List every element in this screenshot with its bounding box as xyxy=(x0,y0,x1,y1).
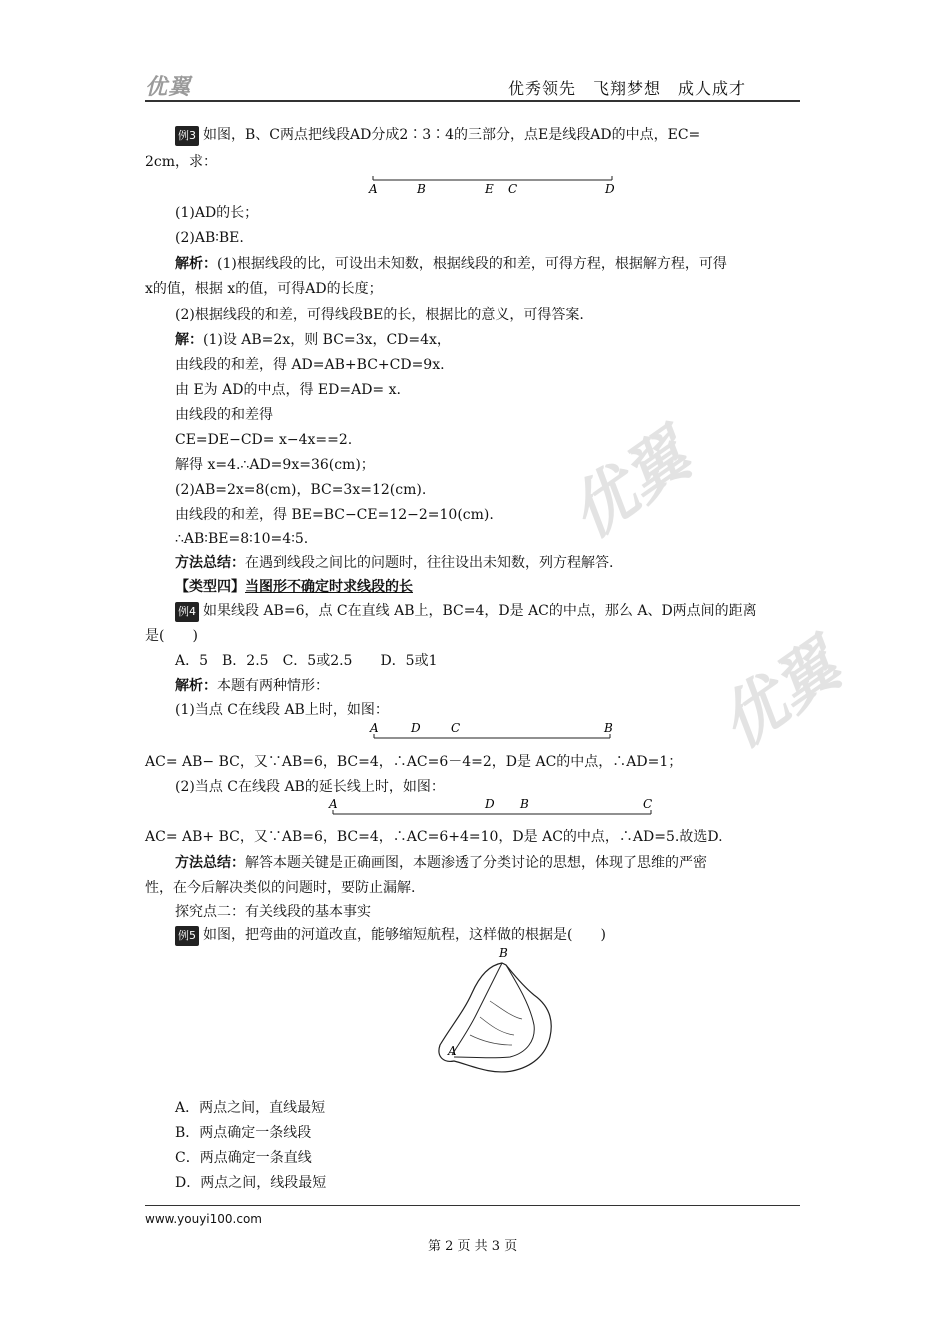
ex5-badge: 例5 xyxy=(175,926,199,946)
ex5-option-b: B．两点确定一条线段 xyxy=(175,1125,312,1141)
ex3-solution: 解：(1)设 AB=2x，则 BC=3x，CD=4x， xyxy=(175,332,451,348)
ex4-fig2-label: B xyxy=(520,797,529,811)
ex3-solution-line: 解得 x=4.∴AD=9x=36(cm)； xyxy=(175,457,375,473)
ex4-result2: AC= AB+ BC，又∵AB=6，BC=4，∴AC=6+4=10，D是 AC的中点，∴AD=5.故选D. xyxy=(145,829,723,845)
ex5-option-a: A．两点之间，直线最短 xyxy=(175,1100,326,1116)
logo: 优翼 xyxy=(145,75,192,100)
ex5-option-d: D．两点之间，线段最短 xyxy=(175,1175,327,1191)
ex3-solution-line: (2)AB=2x=8(cm)，BC=3x=12(cm). xyxy=(175,482,427,498)
ex4-fig1-label: B xyxy=(604,721,613,735)
ex3-point-label: E xyxy=(485,182,494,196)
type4-heading: 【类型四】当图形不确定时求线段的长 xyxy=(175,579,413,595)
ex5-option-c: C．两点确定一条直线 xyxy=(175,1150,312,1166)
ex3-question-cont: 2cm，求： xyxy=(145,154,218,170)
ex4-fig1-label: C xyxy=(451,721,461,735)
ex3-point-label: D xyxy=(605,182,615,196)
ex3-solution-line: 由 E为 AD的中点，得 ED=AD= x. xyxy=(175,382,401,398)
ex3-solution-line: ∴AB∶BE=8∶10=4∶5. xyxy=(175,531,309,547)
watermark-text: 优翼 xyxy=(706,629,855,764)
header-slogan: 优秀领先 飞翔梦想 成人成才 xyxy=(508,79,747,98)
ex3-question: 例3 如图，B、C两点把线段AD分成2∶3∶4的三部分，点E是线段AD的中点，EC= xyxy=(175,125,700,146)
ex3-badge: 例3 xyxy=(175,126,199,146)
river-figure xyxy=(430,945,570,1085)
page-number: 第 2 页 共 3 页 xyxy=(428,1239,518,1254)
ex4-fig2-label: C xyxy=(643,797,653,811)
ex4-figure-case2 xyxy=(325,796,665,820)
ex3-solution-line: 由线段的和差得 xyxy=(175,407,273,423)
ex4-fig2-label: A xyxy=(329,797,338,811)
ex4-case1: (1)当点 C在线段 AB上时，如图： xyxy=(175,702,389,718)
ex4-figure-case1 xyxy=(365,720,625,744)
ex3-solution-line: 由线段的和差，得 BE=BC−CE=12−2=10(cm). xyxy=(175,507,494,523)
ex3-solution-line: CE=DE−CD= x−4x==2. xyxy=(175,432,353,448)
ex4-case2: (2)当点 C在线段 AB的延长线上时，如图： xyxy=(175,779,445,795)
ex3-point-label: A xyxy=(369,182,378,196)
ex4-options: A．5 B．2.5 C．5或2.5 D．5或1 xyxy=(175,653,438,669)
watermark-text: 优翼 xyxy=(556,419,705,554)
ex3-point-label: C xyxy=(508,182,518,196)
ex4-result1: AC= AB− BC，又∵AB=6，BC=4，∴AC=6－4=2，D是 AC的中点，∴AD=1； xyxy=(145,754,683,770)
river-point-label: B xyxy=(499,946,508,960)
ex4-summary: 方法总结：解答本题关键是正确画图，本题渗透了分类讨论的思想，体现了思维的严密 xyxy=(175,855,707,871)
ex3-part2: (2)AB∶BE. xyxy=(175,230,244,246)
ex4-question: 例4 如果线段 AB=6，点 C在直线 AB上，BC=4，D是 AC的中点，那么 A、D两点间的距离 xyxy=(175,601,757,622)
header-rule xyxy=(145,100,800,102)
footer-rule xyxy=(145,1205,800,1206)
ex3-analysis2: (2)根据线段的和差，可得线段BE的长，根据比的意义，可得答案. xyxy=(175,307,584,323)
ex3-part1: (1)AD的长； xyxy=(175,205,259,221)
footer-url[interactable]: www.youyi100.com xyxy=(145,1212,262,1226)
ex4-badge: 例4 xyxy=(175,602,199,622)
ex3-solution-line: 由线段的和差，得 AD=AB+BC+CD=9x. xyxy=(175,357,445,373)
ex4-fig2-label: D xyxy=(485,797,495,811)
river-point-label: A xyxy=(448,1044,457,1058)
ex3-summary: 方法总结：在遇到线段之间比的问题时，往往设出未知数，列方程解答. xyxy=(175,555,614,571)
ex4-question-cont: 是( ) xyxy=(145,628,198,644)
ex4-summary-cont: 性，在今后解决类似的问题时，要防止漏解. xyxy=(145,880,416,896)
ex4-analysis: 解析：本题有两种情形： xyxy=(175,678,329,694)
ex3-segment-figure xyxy=(365,174,625,196)
ex4-fig1-label: D xyxy=(411,721,421,735)
ex4-fig1-label: A xyxy=(370,721,379,735)
ex3-point-label: B xyxy=(417,182,426,196)
ex5-question: 例5 如图，把弯曲的河道改直，能够缩短航程，这样做的根据是( ) xyxy=(175,925,606,946)
section-point2: 探究点二：有关线段的基本事实 xyxy=(175,904,371,920)
ex3-analysis: 解析：(1)根据线段的比，可设出未知数，根据线段的和差，可得方程，根据解方程，可得 xyxy=(175,256,727,272)
ex3-analysis-cont: x的值，根据 x的值，可得AD的长度； xyxy=(145,281,383,297)
